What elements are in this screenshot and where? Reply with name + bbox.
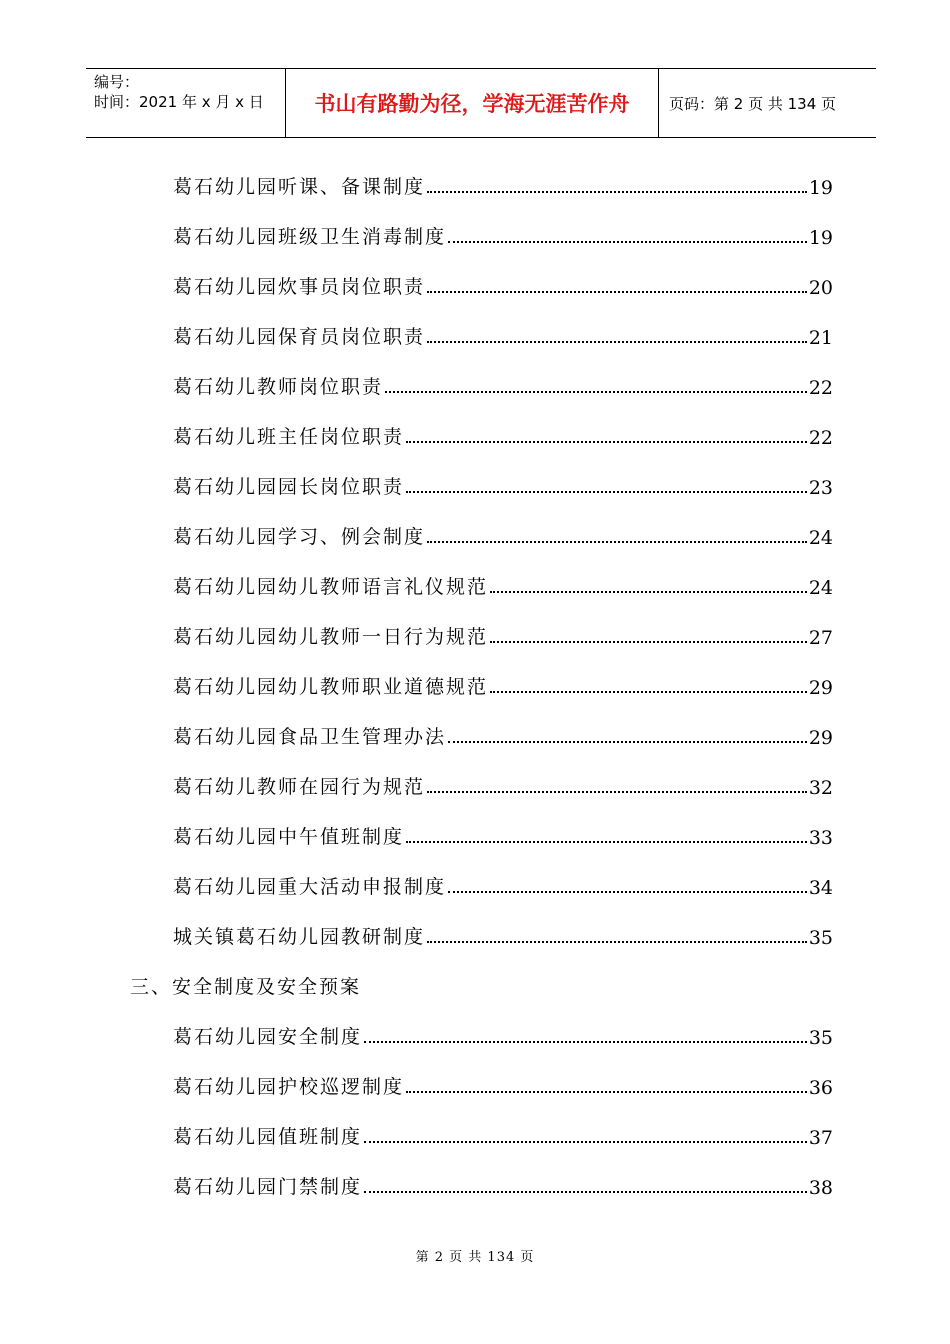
toc-entry-title: 葛石幼儿园幼儿教师语言礼仪规范 — [173, 576, 489, 598]
toc-leader-dots — [406, 1091, 807, 1093]
toc-entry-title: 葛石幼儿园护校巡逻制度 — [173, 1076, 405, 1098]
toc-entry-title: 葛石幼儿班主任岗位职责 — [173, 426, 405, 448]
toc-leader-dots — [427, 341, 807, 343]
toc-entry-title: 葛石幼儿园安全制度 — [173, 1026, 363, 1048]
toc-entry-title: 葛石幼儿园幼儿教师职业道德规范 — [173, 676, 489, 698]
toc-entry-page: 22 — [808, 427, 833, 449]
toc-entry-title: 葛石幼儿园班级卫生消毒制度 — [173, 226, 447, 248]
toc-entry-title: 葛石幼儿教师在园行为规范 — [173, 776, 426, 798]
toc-entry-title: 葛石幼儿园值班制度 — [173, 1126, 363, 1148]
toc-entry-page: 19 — [808, 177, 833, 199]
toc-entry-page: 37 — [808, 1127, 833, 1149]
toc-entry-title: 葛石幼儿园幼儿教师一日行为规范 — [173, 626, 489, 648]
toc-entry-title: 葛石幼儿园门禁制度 — [173, 1176, 363, 1198]
toc-entry-title: 葛石幼儿园中午值班制度 — [173, 826, 405, 848]
toc-leader-dots — [364, 1141, 807, 1143]
toc-entry-page: 24 — [808, 527, 833, 549]
toc-entry[interactable] — [173, 767, 833, 799]
toc-entry-title: 葛石幼儿园重大活动申报制度 — [173, 876, 447, 898]
toc-entry[interactable] — [173, 467, 833, 499]
toc-section-heading[interactable]: 三、安全制度及安全预案 — [130, 976, 362, 998]
toc-entry-page: 23 — [808, 477, 833, 499]
toc-entry-title: 葛石幼儿园炊事员岗位职责 — [173, 276, 426, 298]
toc-entry-title: 葛石幼儿园园长岗位职责 — [173, 476, 405, 498]
toc-entry-page: 35 — [808, 1027, 833, 1049]
header-page-info: 页码：第 2 页 共 134 页 — [669, 94, 837, 113]
toc-entry[interactable] — [173, 867, 833, 899]
toc-leader-dots — [427, 541, 807, 543]
toc-leader-dots — [427, 191, 807, 193]
toc-leader-dots — [364, 1191, 807, 1193]
toc-leader-dots — [490, 691, 807, 693]
toc-entry[interactable] — [173, 217, 833, 249]
toc-entry[interactable] — [173, 567, 833, 599]
toc-entry[interactable] — [173, 667, 833, 699]
document-number-label: 编号： — [94, 73, 140, 91]
document-time-label: 时间：2021 年 x 月 x 日 — [94, 93, 264, 111]
toc-leader-dots — [406, 441, 807, 443]
toc-entry-page: 22 — [808, 377, 833, 399]
toc-entry[interactable] — [173, 367, 833, 399]
toc-entry-title: 葛石幼儿园听课、备课制度 — [173, 176, 426, 198]
header-motto: 书山有路勤为径，学海无涯苦作舟 — [314, 92, 630, 116]
toc-entry-title: 城关镇葛石幼儿园教研制度 — [173, 926, 426, 948]
toc-entry[interactable] — [173, 267, 833, 299]
toc-entry-page: 27 — [808, 627, 833, 649]
toc-leader-dots — [406, 841, 807, 843]
toc-entry[interactable] — [173, 917, 833, 949]
toc-leader-dots — [448, 891, 807, 893]
toc-leader-dots — [364, 1041, 807, 1043]
toc-entry-page: 29 — [808, 677, 833, 699]
header-motto-cell — [286, 69, 659, 137]
toc-entry-page: 35 — [808, 927, 833, 949]
toc-leader-dots — [385, 391, 807, 393]
toc-entry[interactable] — [173, 517, 833, 549]
toc-entry[interactable] — [173, 417, 833, 449]
toc-entry-title: 葛石幼儿园学习、例会制度 — [173, 526, 426, 548]
toc-leader-dots — [448, 241, 807, 243]
toc-entry-page: 33 — [808, 827, 833, 849]
toc-leader-dots — [427, 791, 807, 793]
toc-entry-page: 34 — [808, 877, 833, 899]
toc-entry[interactable] — [173, 717, 833, 749]
toc-entry-page: 36 — [808, 1077, 833, 1099]
toc-entry-page: 32 — [808, 777, 833, 799]
toc-leader-dots — [448, 741, 807, 743]
toc-entry-page: 20 — [808, 277, 833, 299]
toc-entry-title: 葛石幼儿园食品卫生管理办法 — [173, 726, 447, 748]
header-meta — [86, 69, 286, 137]
toc-entry-page: 38 — [808, 1177, 833, 1199]
toc-leader-dots — [427, 941, 807, 943]
toc-entry[interactable] — [173, 817, 833, 849]
toc-entry[interactable] — [173, 1167, 833, 1199]
toc-entry-page: 24 — [808, 577, 833, 599]
toc-entry[interactable] — [173, 1017, 833, 1049]
toc-leader-dots — [427, 291, 807, 293]
toc-entry-title: 葛石幼儿园保育员岗位职责 — [173, 326, 426, 348]
toc-leader-dots — [490, 641, 807, 643]
toc-entry-title: 葛石幼儿教师岗位职责 — [173, 376, 384, 398]
toc-entry[interactable] — [173, 1117, 833, 1149]
page-header — [86, 68, 876, 138]
toc-entry[interactable] — [173, 617, 833, 649]
toc-entry[interactable] — [173, 1067, 833, 1099]
toc-leader-dots — [406, 491, 807, 493]
toc-entry-page: 21 — [808, 327, 833, 349]
toc-entry-page: 29 — [808, 727, 833, 749]
toc-leader-dots — [490, 591, 807, 593]
toc-entry[interactable] — [173, 317, 833, 349]
toc-entry-page: 19 — [808, 227, 833, 249]
page-footer: 第 2 页 共 134 页 — [415, 1250, 535, 1265]
toc-entry[interactable] — [173, 167, 833, 199]
